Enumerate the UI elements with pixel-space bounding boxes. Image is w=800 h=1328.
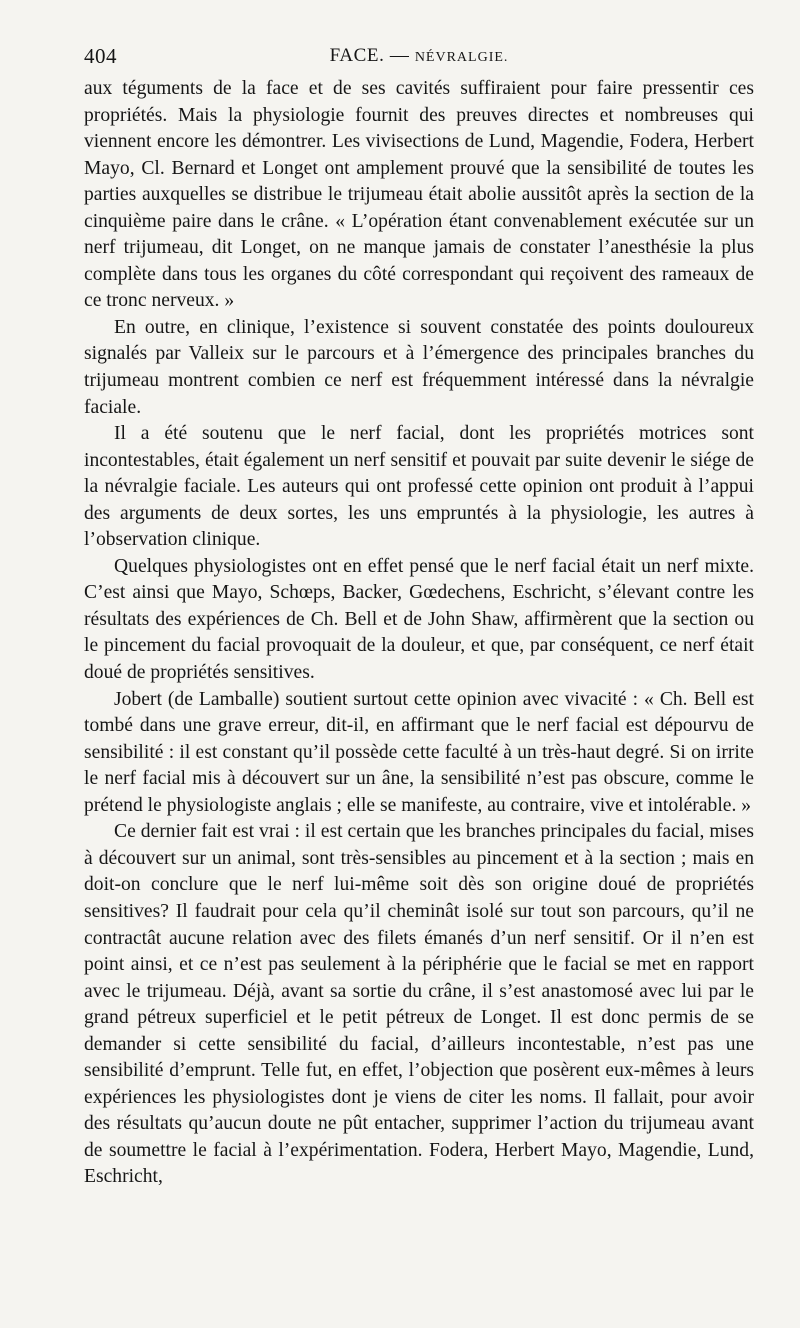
page-number: 404	[84, 44, 117, 68]
paragraph: Il a été soutenu que le nerf facial, dont les propriétés motrices sont incontestables, était également un nerf sensitif et pouvait par suite devenir le siége de la névralgie faciale. Les auteurs qui ont professé cette opinion ont produit à l’appui des arguments de deux sortes, les uns empruntés à la physiologie, les autres à l’observation clinique.	[84, 423, 754, 551]
paragraph: Ce dernier fait est vrai : il est certain que les branches principales du facial, mises à découvert sur un animal, sont très-sensibles au pincement et à la section ; mais en doit-on conclure que le nerf lui-même soit dès son origine doué de propriétés sensitives? Il faudrait pour cela qu’il cheminât isolé sur tout son parcours, qu’il ne contractât aucune relation avec des filets émanés d’un nerf sensitif. Or il n’en est point ainsi, et ce n’est pas seulement à la périphérie que le facial se met en rapport avec le trijumeau. Déjà, avant sa sortie du crâne, il s’est anastomosé avec lui par le grand pétreux superficiel et le petit pétreux de Longet. Il est donc permis de se demander si cette sensibilité du facial, d’ailleurs incontestable, n’est pas une sensibilité d’emprunt. Telle fut, en effet, l’objection que posèrent eux-mêmes à leurs expériences les physiologistes dont je viens de citer les noms. Il fallait, pour avoir des résultats qu’aucun doute ne pût entacher, supprimer l’action du trijumeau avant de soumettre le facial à l’expérimentation. Fodera, Herbert Mayo, Magendie, Lund, Eschricht,	[84, 821, 754, 1188]
running-header	[84, 44, 754, 72]
body-text	[84, 76, 754, 1191]
running-title-dash: —	[389, 45, 410, 66]
paragraph: Quelques physiologistes ont en effet pensé que le nerf facial était un nerf mixte. C’est ainsi que Mayo, Schœps, Backer, Gœdechens, Eschricht, s’élevant contre les résultats des expériences de Ch. Bell et de John Shaw, affirmèrent que la section ou le pincement du facial provoquait de la douleur, et que, par conséquent, ce nerf était doué de propriétés sensitives.	[84, 555, 754, 684]
running-title	[84, 45, 754, 67]
paragraph-continuation: aux téguments de la face et de ses cavités suffiraient pour faire pressentir ces propriétés. Mais la physiologie fournit des preuves directes et nombreuses qui viennent encore les démontrer. Les vivisections de Lund, Magendie, Fodera, Herbert Mayo, Cl. Bernard et Longet ont amplement prouvé que la sensibilité de toutes les parties auxquelles se distribue le trijumeau était abolie aussitôt après la section de la cinquième paire dans le crâne. « L’opération étant convenablement exécutée sur un nerf trijumeau, dit Longet, on ne manque jamais de constater l’anesthésie la plus complète dans tous les organes du côté correspondant qui reçoivent des rameaux de ce tronc nerveux. »	[84, 78, 754, 312]
paragraph: En outre, en clinique, l’existence si souvent constatée des points douloureux signalés par Valleix sur le parcours et à l’émergence des principales branches du trijumeau montrent combien ce nerf est fréquemment intéressé dans la névralgie faciale.	[84, 316, 754, 418]
running-title-sub: NÉVRALGIE.	[414, 50, 509, 65]
running-title-main: FACE.	[329, 45, 385, 66]
paragraph: Jobert (de Lamballe) soutient surtout cette opinion avec vivacité : « Ch. Bell est tombé dans une grave erreur, dit-il, en affirmant que le nerf facial est dépourvu de sensibilité : il est constant qu’il possède cette faculté à un très-haut degré. Si on irrite le nerf facial mis à découvert sur un âne, la sensibilité n’est pas obscure, comme le prétend le physiologiste anglais ; elle se manifeste, au contraire, vive et intolérable. »	[84, 688, 754, 816]
